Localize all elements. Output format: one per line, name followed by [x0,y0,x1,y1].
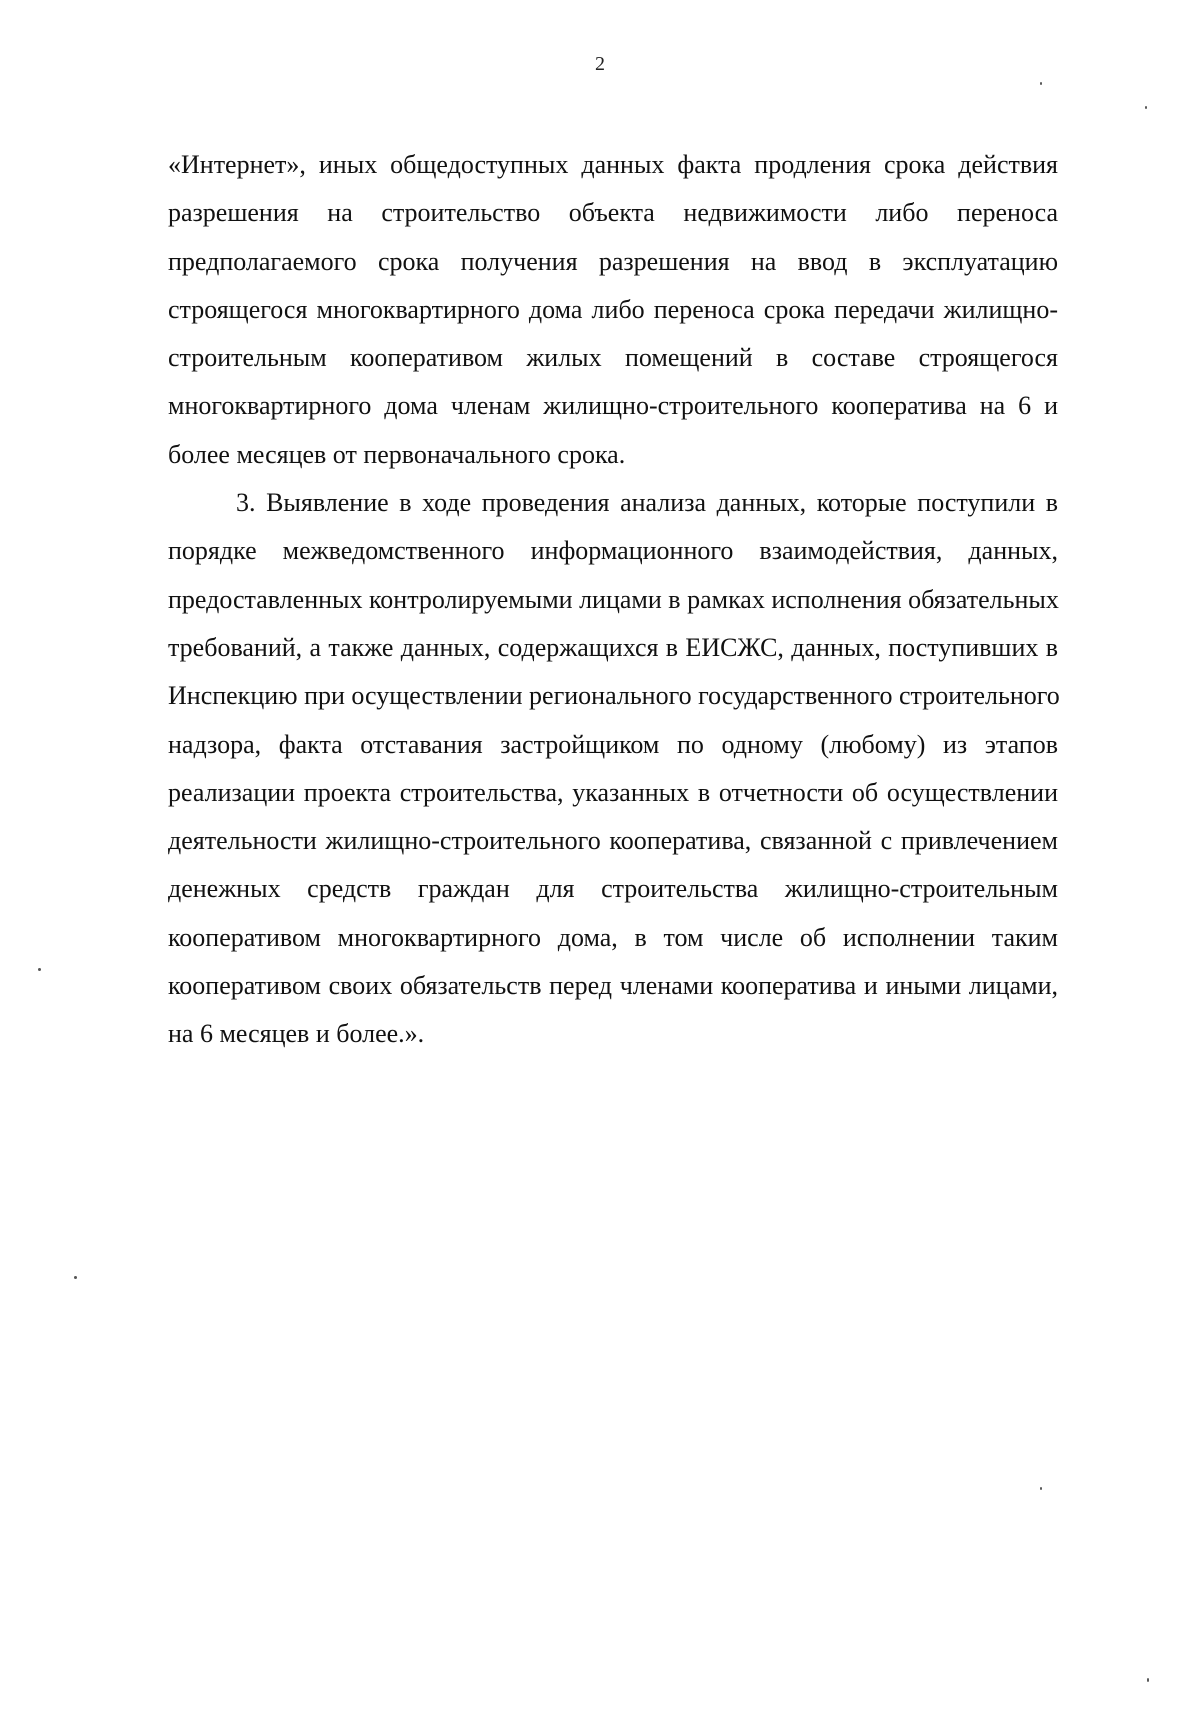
text-line: Инспекцию при осуществлении регионального государственного строительного [168,681,1060,711]
scan-speck [38,968,41,971]
text-line: «Интернет», иных общедоступных данных факта продления срока действия [168,150,1058,179]
text-line: кооперативом своих обязательств перед членами кооператива и иными лицами, [168,971,1058,1001]
scan-speck [1040,1487,1042,1490]
text-line: более месяцев от первоначального срока. [168,439,626,469]
text-line: 3. Выявление в ходе проведения анализа данных, которые поступили в [236,488,1058,518]
text-line: строительным кооперативом жилых помещений в составе строящегося [168,343,1058,373]
page-number: 2 [595,53,605,75]
scan-speck [1145,106,1147,109]
text-line: порядке межведомственного информационного взаимодействия, данных, [168,536,1058,566]
text-line: кооперативом многоквартирного дома, в том числе об исполнении таким [168,922,1058,952]
text-line: деятельности жилищно-строительного кооператива, связанной с привлечением [168,826,1058,856]
text-line: денежных средств граждан для строительства жилищно-строительным [168,874,1058,904]
text-line: надзора, факта отставания застройщиком по одному (любому) из этапов [168,729,1058,759]
text-line: на 6 месяцев и более.». [168,1019,425,1049]
text-line: реализации проекта строительства, указанных в отчетности об осуществлении [168,777,1058,807]
paragraph-continuation [168,141,1058,479]
text-line: разрешения на строительство объекта недвижимости либо переноса [168,198,1058,228]
text-line: многоквартирного дома членам жилищно-строительного кооператива на 6 и [168,391,1058,421]
document-body [168,141,1058,1059]
text-line: предполагаемого срока получения разрешения на ввод в эксплуатацию [168,246,1058,276]
text-line: требований, а также данных, содержащихся в ЕИСЖС, данных, поступивших в [168,632,1058,662]
scan-speck [1040,82,1042,85]
scan-speck [74,1276,77,1279]
scan-speck [1147,1678,1149,1682]
text-line: предоставленных контролируемыми лицами в рамках исполнения обязательных [168,584,1059,614]
paragraph-item-3 [168,479,1058,1059]
text-line: строящегося многоквартирного дома либо переноса срока передачи жилищно- [168,294,1058,324]
